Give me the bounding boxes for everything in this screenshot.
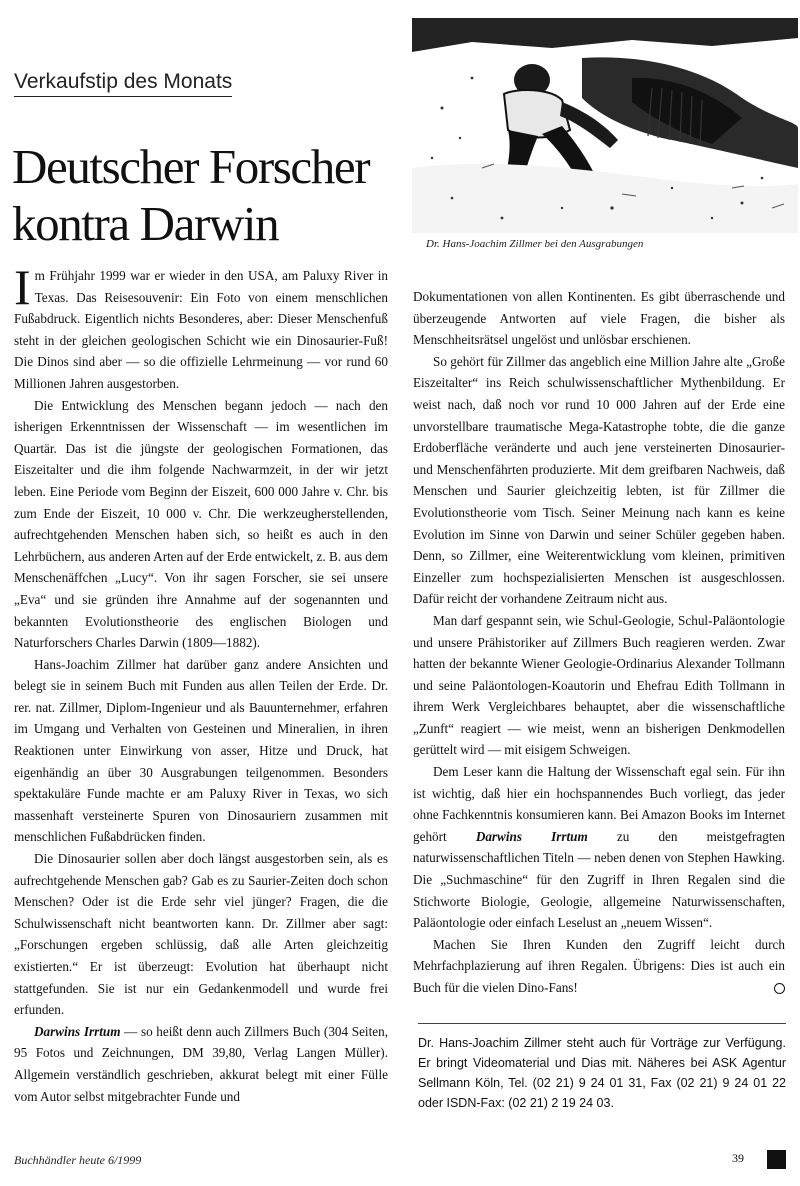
divider <box>418 1023 786 1024</box>
paragraph-8-text-a: Dem Leser kann die Haltung der Wissenschaft egal sein. Für ihn ist wichtig, daß hier ein hochspannendes Buch vorliegt, das jeder ohne Fachkenntnis konsumieren kann. Bei Amazon Books im Internet gehört <box>413 764 785 844</box>
contact-notice: Dr. Hans-Joachim Zillmer steht auch für Vorträge zur Verfügung. Er bringt Videomaterial und Dias mit. Näheres bei ASK Agentur Sellmann Köln, Tel. (02 21) 9 24 01 31, Fax (02 21) 9 24 01 22 oder ISDN-Fax: (02 21) 2 19 24 03. <box>418 1036 786 1110</box>
drop-cap: I <box>14 259 31 315</box>
paragraph-9-text: Machen Sie Ihren Kunden den Zugriff leicht durch Mehrfachplazierung auf ihren Regalen. Übrigens: Dies ist auch ein Buch für die vielen Dino-Fans! <box>413 936 785 995</box>
article-paragraph-8 <box>413 761 785 934</box>
article-paragraph-2: Die Entwicklung des Menschen begann jedoch — nach den isherigen Erkenntnissen der Wissenschaft — im wesentlichen im Quartär. Das ist die jüngste der geologischen Formationen, das Eiszeitalter und die ihm folgende Nachwarmzeit, in der wir jetzt leben. Eine Periode vom Beginn der Eiszeit, 600 000 Jahre v. Chr. bis zum Ende der Eiszeit, 10 000 v. Chr. Die werkzeugherstellenden, aufrechtgehenden Menschen haben sich, so heißt es auch in den Lehrbüchern, aus anderen Arten auf der Erde entwickelt, z. B. aus dem Menschenäffchen „Lucy“. Von ihr sagen Forscher, sie sei unsere „Eva“ und sie gründen ihre Annahme auf der sogenannten und bekannten Evolutionstheorie des englischen Biologen und Naturforschers Charles Darwin (1809—1882). <box>14 397 388 651</box>
headline <box>12 138 402 252</box>
paragraph-5-text: — so heißt denn auch Zillmers Buch (304 Seiten, 95 Fotos und Zeichnungen, DM 39,80, Verlag Langen Müller). Allgemein verständlich geschrieben, akkurat belegt mit einer Fülle vom Autor selbst mitgebrachter Funde und <box>14 1023 388 1104</box>
article-paragraph-3: Hans-Joachim Zillmer hat darüber ganz andere Ansichten und belegt sie in seinem Buch mit Funden aus allen Teilen der Erde. Dr. rer. nat. Zillmer, Diplom-Ingenieur und als Bauunternehmer, erfahren im Umgang und Verhalten von Gesteinen und Mineralien, in ihren Reaktionen unter Einwirkung von asser, Hitze und Druck, hat eigenhändig an über 30 Ausgrabungen teilgenommen. Besonders spektakuläre Funde machte er am Paluxy River in Texas, wo sich massenhaft versteinerte Spuren von Dinosauriern zusammen mit menschlichen Fußabdrücken finden. <box>14 656 388 845</box>
end-mark-icon <box>774 983 785 994</box>
book-title-2: Darwins Irrtum <box>475 828 588 844</box>
article-column-left <box>14 259 388 1107</box>
article-paragraph-7: Man darf gespannt sein, wie Schul-Geologie, Schul-Paläontologie und unsere Prähistoriker auf Zillmers Buch reagieren werden. Zwar hatten der bekannte Wiener Geologie-Ordinarius Alexander Tollmann und seine Paläontologen-Koautorin und Ehefrau Edith Tollmann in ihrem Werk Vergleichbares behauptet, aber die wissenschaftliche „Zunft“ reagiert — wie meist, wenn an bisherigen Denkmodellen gerüttelt wird — mit eisigem Schweigen. <box>413 612 785 758</box>
section-kicker: Verkaufstip des Monats <box>14 70 232 97</box>
article-paragraph-5-continued: Dokumentationen von allen Kontinenten. Es gibt überraschende und überzeugende Antworten auf viele Fragen, die bisher als Menschheitsrätsel ungelöst und unlösbar erschienen. <box>413 289 785 348</box>
book-title: Darwins Irrtum <box>34 1023 121 1039</box>
excavation-photo <box>412 18 798 233</box>
article-paragraph-4: Die Dinosaurier sollen aber doch längst ausgestorben sein, als es aufrechtgehende Menschen gab? Gab es zu Saurier-Zeiten doch schon Menschen? Oder ist die Erde sehr viel jünger? Fragen, die die Schulwissenschaft nicht beantworten kann. Dr. Zillmer aber sagt: „Forschungen ergeben schlüssig, daß alle Arten gleichzeitig existierten.“ Er ist überzeugt: Evolution hat überhaupt nicht stattgefunden. Sie ist nur ein Gedankenmodell und wurde frei erfunden. <box>14 851 388 1018</box>
article-paragraph-5 <box>14 1021 388 1107</box>
article-paragraph-6: So gehört für Zillmer das angeblich eine Million Jahre alte „Große Eiszeitalter“ ins Reich schulwissenschaftlicher Mythenbildung. Er weist nach, daß noch vor rund 10 000 Jahren auf der Erde eine unvorstellbare traumatische Mega-Katastrophe tobte, die die ganze Erdoberfläche veränderte und auch jene versteinerten Dinosaurier- und Menschenfährten produzierte. Mit dem greifbaren Nachweis, daß Menschen und Saurier gleichzeitig lebten, ist für Zillmer die Evolutionstheorie vom Tisch. Seiner Meinung nach kann es keine Evolution im Sinne von Darwin und seiner Schüler gegeben haben. Denn, so Zillmer, eine Weiterentwicklung vom kleinen, primitiven Einzeller zum hochspezialisierten Menschen ist ausgeschlossen. Dafür reicht der vorhandene Zeitraum nicht aus. <box>413 353 785 607</box>
article-paragraph-1 <box>14 259 388 395</box>
paragraph-8-text-b: zu den meistgefragten naturwissenschaftlichen Titeln — neben denen von Stephen Hawking. Die „Suchmaschine“ für den Zugriff in Ihren Regalen sind die Stichworte Biologie, Geologie, allgemeine Naturwissenschaften, Paläontologie oder einfach Leselust an „neuem Wissen“. <box>413 828 785 931</box>
photo-caption: Dr. Hans-Joachim Zillmer bei den Ausgrabungen <box>426 238 644 250</box>
publication-footer: Buchhändler heute 6/1999 <box>14 1153 142 1167</box>
paragraph-1-text: m Frühjahr 1999 war er wieder in den USA, am Paluxy River in Texas. Das Reisesouvenir: Ein Foto von einem menschlichen Fußabdruck. Eigentlich nichts Besonderes, aber: Dieser Menschenfuß steht in der gleichen geologischen Schicht wie ein Dinosaurier-Fuß! Die Dinos sind aber — so die offizielle Lehrmeinung — vor rund 60 Millionen Jahren ausgestorben. <box>14 268 388 391</box>
page-number: 39 <box>732 1151 744 1165</box>
article-paragraph-9 <box>413 934 785 999</box>
headline-line-1: Deutscher Forscher <box>12 139 370 194</box>
headline-line-2: kontra Darwin <box>12 196 279 251</box>
page-marker-square <box>767 1150 786 1169</box>
article-column-right <box>413 286 785 999</box>
